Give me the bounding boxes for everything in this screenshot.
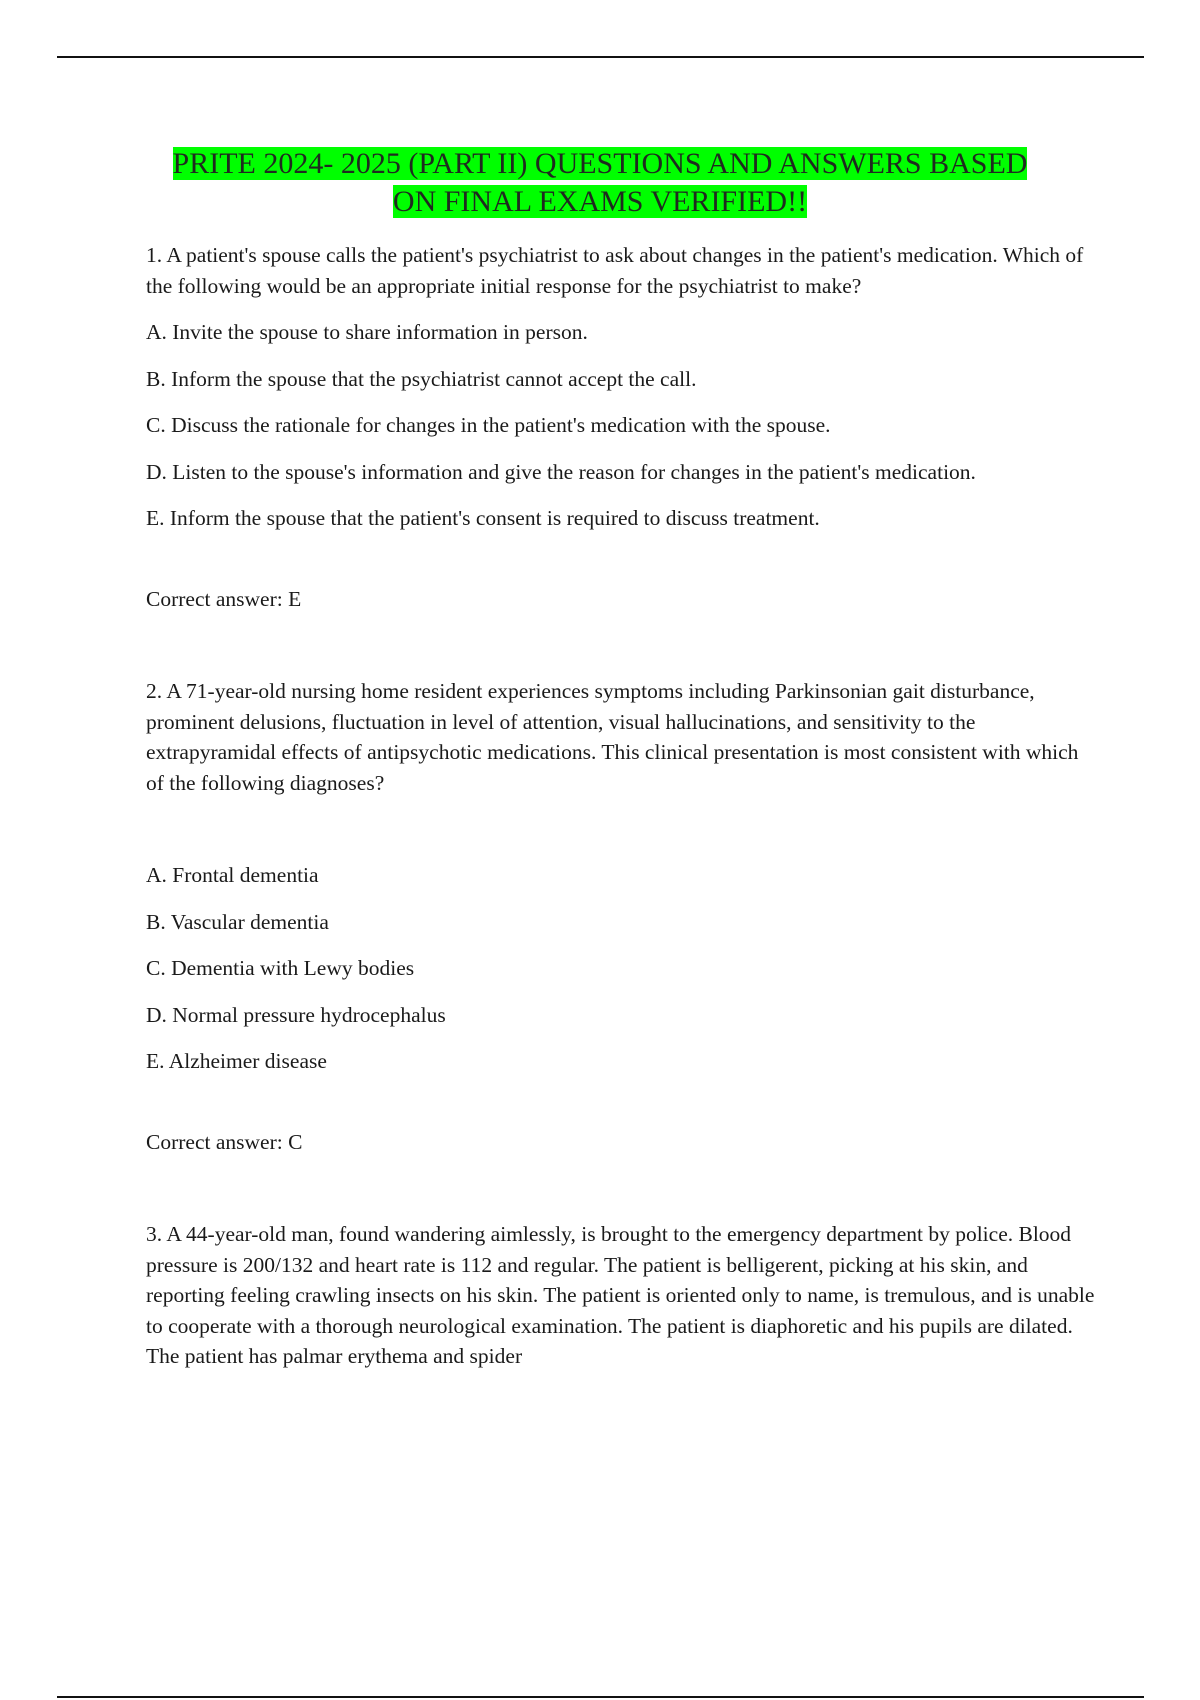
question-2-stem: 2. A 71-year-old nursing home resident experiences symptoms including Parkinsonian gait disturbance, prominent delusions, fluctuation in level of attention, visual hallucinations, and sensitivity to the extrapyramidal effects of antipsychotic medications. This clinical presentation is most consistent with which of the following diagnoses?: [146, 679, 1079, 795]
document-title: [100, 145, 1100, 221]
question-1-stem: 1. A patient's spouse calls the patient's psychiatrist to ask about changes in the patient's medication. Which of the following would be an appropriate initial response for the psychiatrist to make?: [146, 243, 1084, 298]
page-top-rule: [57, 56, 1144, 58]
question-1-option-c: C. Discuss the rationale for changes in the patient's medication with the spouse.: [146, 413, 831, 437]
question-1-option-e: E. Inform the spouse that the patient's consent is required to discuss treatment.: [146, 506, 820, 530]
title-line-1: PRITE 2024- 2025 (PART II) QUESTIONS AND ANSWERS BASED: [172, 147, 1028, 180]
question-2-option-b: B. Vascular dementia: [146, 909, 329, 934]
question-1-option-d: D. Listen to the spouse's information and give the reason for changes in the patient's medication.: [146, 459, 976, 484]
page-bottom-rule: [57, 1696, 1144, 1698]
question-3-stem: 3. A 44-year-old man, found wandering aimlessly, is brought to the emergency department by police. Blood pressure is 200/132 and heart rate is 112 and regular. The patient is belligerent, picking at his skin, and reporting feeling crawling insects on his skin. The patient is oriented only to name, is tremulous, and is unable to cooperate with a thorough neurological examination. The patient is diaphoretic and his pupils are dilated. The patient has palmar erythema and spider: [146, 1222, 1095, 1368]
question-2-option-a: A. Frontal dementia: [146, 863, 319, 887]
question-2-answer: Correct answer: C: [146, 1129, 303, 1154]
title-line-2: ON FINAL EXAMS VERIFIED!!: [392, 185, 808, 218]
question-1-option-b: B. Inform the spouse that the psychiatrist cannot accept the call.: [146, 366, 697, 391]
question-2-option-e: E. Alzheimer disease: [146, 1049, 327, 1073]
question-2-option-d: D. Normal pressure hydrocephalus: [146, 1002, 446, 1027]
question-1-option-a: A. Invite the spouse to share information in person.: [146, 320, 588, 344]
question-1-answer: Correct answer: E: [146, 586, 302, 611]
document-body: [146, 240, 1096, 1388]
question-2-option-c: C. Dementia with Lewy bodies: [146, 956, 415, 980]
